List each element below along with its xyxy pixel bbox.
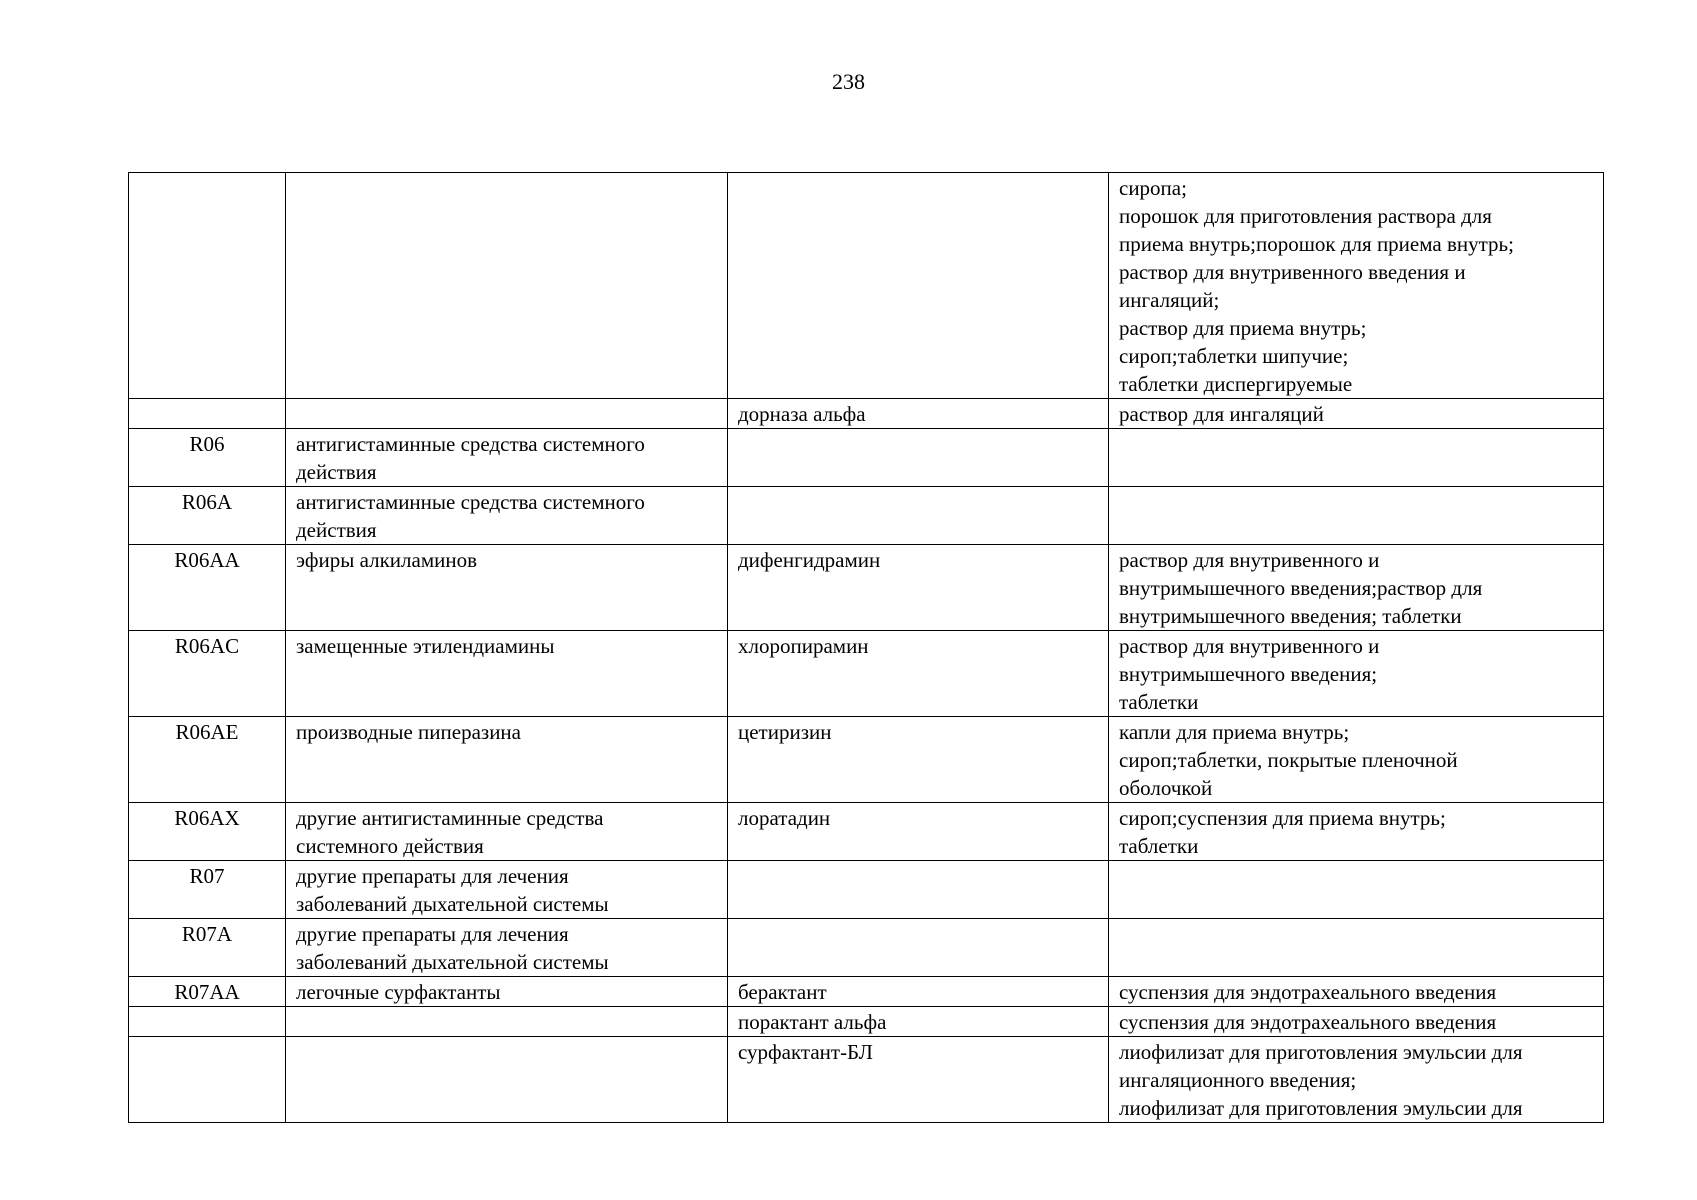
dosage-forms-line: раствор для внутривенного введения и [1119, 260, 1466, 284]
group-name-line: заболеваний дыхательной системы [296, 950, 609, 974]
dosage-forms-line: сиропа; [1119, 176, 1187, 200]
group-name-line: другие препараты для лечения [296, 922, 569, 946]
atc-code: R06A [181, 490, 233, 514]
dosage-forms-line: раствор для внутривенного и [1119, 548, 1380, 572]
group-name-cell [286, 487, 728, 545]
table-row [129, 487, 1604, 545]
page-number: 238 [832, 69, 865, 94]
dosage-forms-line: раствор для внутривенного и [1119, 634, 1380, 658]
group-name-line: производные пиперазина [296, 720, 521, 744]
group-name-cell [286, 861, 728, 919]
table-body [129, 173, 1604, 1123]
group-name-cell [286, 631, 728, 717]
atc-code-cell [129, 631, 286, 717]
dosage-forms-line: ингаляционного введения; [1119, 1068, 1357, 1092]
atc-code: R06AA [174, 548, 240, 572]
group-name-line: замещенные этилендиамины [296, 634, 555, 658]
dosage-forms-cell [1109, 919, 1604, 977]
drug-name-cell [728, 631, 1109, 717]
drug-name-line: дифенгидрамин [738, 548, 881, 572]
group-name-line: системного действия [296, 834, 484, 858]
dosage-forms-line: лиофилизат для приготовления эмульсии для [1119, 1096, 1523, 1120]
drug-name-cell [728, 919, 1109, 977]
drug-name-cell [728, 399, 1109, 429]
group-name-cell [286, 173, 728, 399]
atc-code-cell [129, 803, 286, 861]
dosage-forms-line: раствор для ингаляций [1119, 402, 1324, 426]
atc-code-cell [129, 717, 286, 803]
drug-name-line: берактант [738, 980, 827, 1004]
table-row [129, 717, 1604, 803]
drug-name-cell [728, 861, 1109, 919]
drug-name-cell [728, 717, 1109, 803]
table-row [129, 1037, 1604, 1123]
dosage-forms-line: таблетки [1119, 834, 1199, 858]
atc-code-cell [129, 399, 286, 429]
dosage-forms-cell [1109, 631, 1604, 717]
dosage-forms-cell [1109, 487, 1604, 545]
group-name-cell [286, 399, 728, 429]
atc-code: R06AC [174, 634, 240, 658]
atc-code: R07AA [174, 980, 240, 1004]
atc-code-cell [129, 545, 286, 631]
group-name-line: действия [296, 460, 377, 484]
drug-name-cell [728, 429, 1109, 487]
drug-name-cell [728, 487, 1109, 545]
dosage-forms-line: приема внутрь;порошок для приема внутрь; [1119, 232, 1514, 256]
group-name-cell [286, 717, 728, 803]
atc-code-cell [129, 1037, 286, 1123]
atc-code-cell [129, 429, 286, 487]
group-name-cell [286, 1007, 728, 1037]
group-name-cell [286, 1037, 728, 1123]
dosage-forms-line: таблетки диспергируемые [1119, 372, 1353, 396]
table-row [129, 803, 1604, 861]
table-row [129, 977, 1604, 1007]
drug-name-line: дорназа альфа [738, 402, 866, 426]
group-name-line: антигистаминные средства системного [296, 490, 645, 514]
dosage-forms-line: раствор для приема внутрь; [1119, 316, 1367, 340]
atc-code: R06 [189, 432, 225, 456]
drug-name-cell [728, 545, 1109, 631]
table-row [129, 861, 1604, 919]
table-row [129, 545, 1604, 631]
table-row [129, 429, 1604, 487]
atc-code: R06AX [174, 806, 240, 830]
dosage-forms-line: сироп;таблетки шипучие; [1119, 344, 1349, 368]
group-name-cell [286, 977, 728, 1007]
dosage-forms-line: внутримышечного введения; [1119, 662, 1378, 686]
dosage-forms-line: суспензия для эндотрахеального введения [1119, 1010, 1497, 1034]
table-row [129, 919, 1604, 977]
dosage-forms-line: внутримышечного введения;раствор для [1119, 576, 1483, 600]
dosage-forms-cell [1109, 1037, 1604, 1123]
dosage-forms-line: суспензия для эндотрахеального введения [1119, 980, 1497, 1004]
dosage-forms-cell [1109, 861, 1604, 919]
dosage-forms-line: лиофилизат для приготовления эмульсии для [1119, 1040, 1523, 1064]
group-name-cell [286, 545, 728, 631]
group-name-line: эфиры алкиламинов [296, 548, 478, 572]
atc-code-cell [129, 919, 286, 977]
drug-name-line: лоратадин [738, 806, 831, 830]
group-name-line: заболеваний дыхательной системы [296, 892, 609, 916]
table-row [129, 631, 1604, 717]
dosage-forms-cell [1109, 1007, 1604, 1037]
group-name-cell [286, 429, 728, 487]
group-name-cell [286, 803, 728, 861]
table-row [129, 1007, 1604, 1037]
drug-table [128, 172, 1604, 1123]
group-name-line: антигистаминные средства системного [296, 432, 645, 456]
dosage-forms-line: сироп;суспензия для приема внутрь; [1119, 806, 1446, 830]
atc-code-cell [129, 173, 286, 399]
drug-name-cell [728, 1037, 1109, 1123]
dosage-forms-cell [1109, 173, 1604, 399]
group-name-line: легочные сурфактанты [296, 980, 501, 1004]
dosage-forms-cell [1109, 803, 1604, 861]
drug-name-cell [728, 1007, 1109, 1037]
group-name-cell [286, 919, 728, 977]
atc-code-cell [129, 1007, 286, 1037]
drug-name-cell [728, 803, 1109, 861]
dosage-forms-line: порошок для приготовления раствора для [1119, 204, 1492, 228]
dosage-forms-cell [1109, 977, 1604, 1007]
dosage-forms-line: таблетки [1119, 690, 1199, 714]
atc-code: R06AE [175, 720, 239, 744]
dosage-forms-cell [1109, 717, 1604, 803]
table-row [129, 399, 1604, 429]
drug-name-line: сурфактант-БЛ [738, 1040, 873, 1064]
atc-code-cell [129, 977, 286, 1007]
dosage-forms-cell [1109, 429, 1604, 487]
atc-code-cell [129, 487, 286, 545]
atc-code: R07 [189, 864, 225, 888]
dosage-forms-line: сироп;таблетки, покрытые пленочной [1119, 748, 1458, 772]
drug-name-line: хлоропирамин [738, 634, 869, 658]
dosage-forms-line: капли для приема внутрь; [1119, 720, 1350, 744]
atc-code-cell [129, 861, 286, 919]
group-name-line: другие антигистаминные средства [296, 806, 604, 830]
dosage-forms-line: ингаляций; [1119, 288, 1220, 312]
drug-name-line: порактант альфа [738, 1010, 887, 1034]
drug-name-cell [728, 173, 1109, 399]
table-row [129, 173, 1604, 399]
dosage-forms-line: внутримышечного введения; таблетки [1119, 604, 1462, 628]
drug-name-cell [728, 977, 1109, 1007]
dosage-forms-cell [1109, 399, 1604, 429]
drug-name-line: цетиризин [738, 720, 832, 744]
atc-code: R07A [181, 922, 233, 946]
group-name-line: действия [296, 518, 377, 542]
dosage-forms-line: оболочкой [1119, 776, 1213, 800]
dosage-forms-cell [1109, 545, 1604, 631]
group-name-line: другие препараты для лечения [296, 864, 569, 888]
